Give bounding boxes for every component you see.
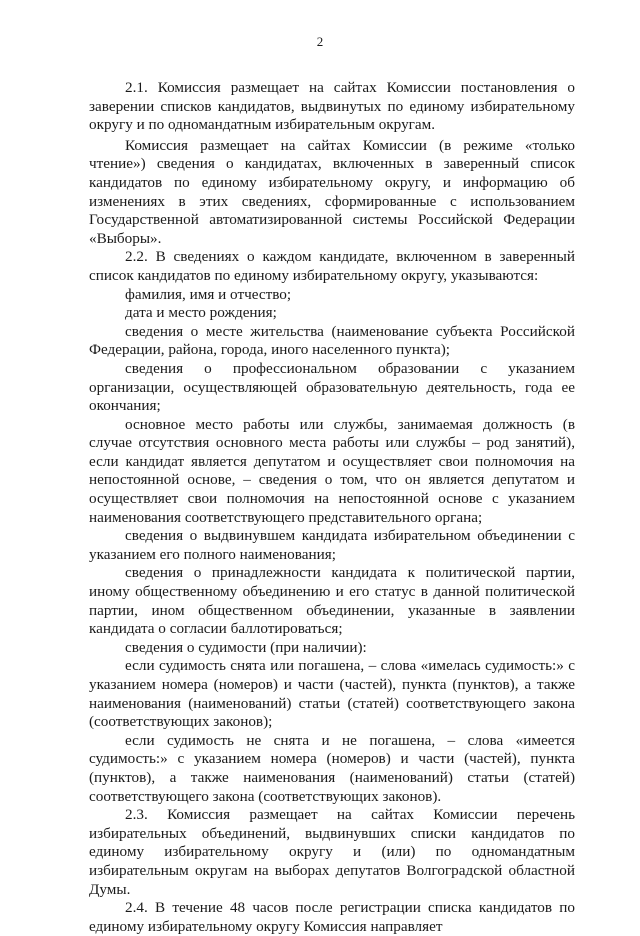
list-item-workplace: основное место работы или службы, занимаемая должность (в случае отсутствия основного места работы или службы – род занятий), если кандидат является депутатом и осуществляет свои полномочия на непостоянной основе, – сведения о том, что он является депутатом и осуществляет свои полномочия на непостоянной основе с указанием наименования соответствующего представительного органа; xyxy=(89,415,575,526)
list-item-affiliation: сведения о принадлежности кандидата к политической партии, иному общественному объединению и его статус в данной политической партии, ином общественном объединении, указанные в заявлении кандидата о согласии баллотироваться; xyxy=(89,564,575,638)
document-body xyxy=(89,79,575,936)
page-number: 2 xyxy=(316,34,324,49)
paragraph-2-4: 2.4. В течение 48 часов после регистрации списка кандидатов по единому избирательному округу Комиссия направляет xyxy=(89,899,575,935)
list-item-birth: дата и место рождения; xyxy=(125,304,277,322)
list-item-residence: сведения о месте жительства (наименование субъекта Российской Федерации, района, города, иного населенного пункта); xyxy=(89,322,575,359)
list-item-full-name: фамилия, имя и отчество; xyxy=(125,285,292,303)
list-item-record-active: если судимость не снята и не погашена, – слова «имеется судимость:» с указанием номера (номеров) и части (частей), пункта (пунктов), а также наименования (наименований) статьи (статей) соответствующего закона (соответствующих законов). xyxy=(89,731,575,805)
list-item-record-cleared: если судимость снята или погашена, – слова «имелась судимость:» с указанием номера (номеров) и части (частей), пункта (пунктов), а также наименования (наименований) статьи (статей) соответствующего закона (соответствующих законов); xyxy=(89,657,575,731)
list-item-criminal-record: сведения о судимости (при наличии): xyxy=(125,638,367,656)
paragraph-site-info: Комиссия размещает на сайтах Комиссии (в режиме «только чтение») сведения о кандидатах, включенных в заверенный список кандидатов по единому избирательному округу, и информацию об изменениях в этих сведениях, сформированные с использованием Государственной автоматизированной системы Российской Федерации «Выборы». xyxy=(89,136,575,247)
paragraph-2-3: 2.3. Комиссия размещает на сайтах Комиссии перечень избирательных объединений, выдвинувших списки кандидатов по единому избирательному округу и (или) по одномандатным избирательным округам на выборах депутатов Волгоградской областной Думы. xyxy=(89,806,575,898)
list-item-education: сведения о профессиональном образовании с указанием организации, осуществляющей образовательную деятельность, года ее окончания; xyxy=(89,359,575,415)
paragraph-2-2: 2.2. В сведениях о каждом кандидате, включенном в заверенный список кандидатов по единому избирательному округу, указываются: xyxy=(89,248,575,284)
list-item-nominating-party: сведения о выдвинувшем кандидата избирательном объединении с указанием его полного наименования; xyxy=(89,527,575,563)
paragraph-2-1: 2.1. Комиссия размещает на сайтах Комиссии постановления о заверении списков кандидатов, выдвинутых по единому избирательному округу и по одномандатным избирательным округам. xyxy=(89,79,575,134)
